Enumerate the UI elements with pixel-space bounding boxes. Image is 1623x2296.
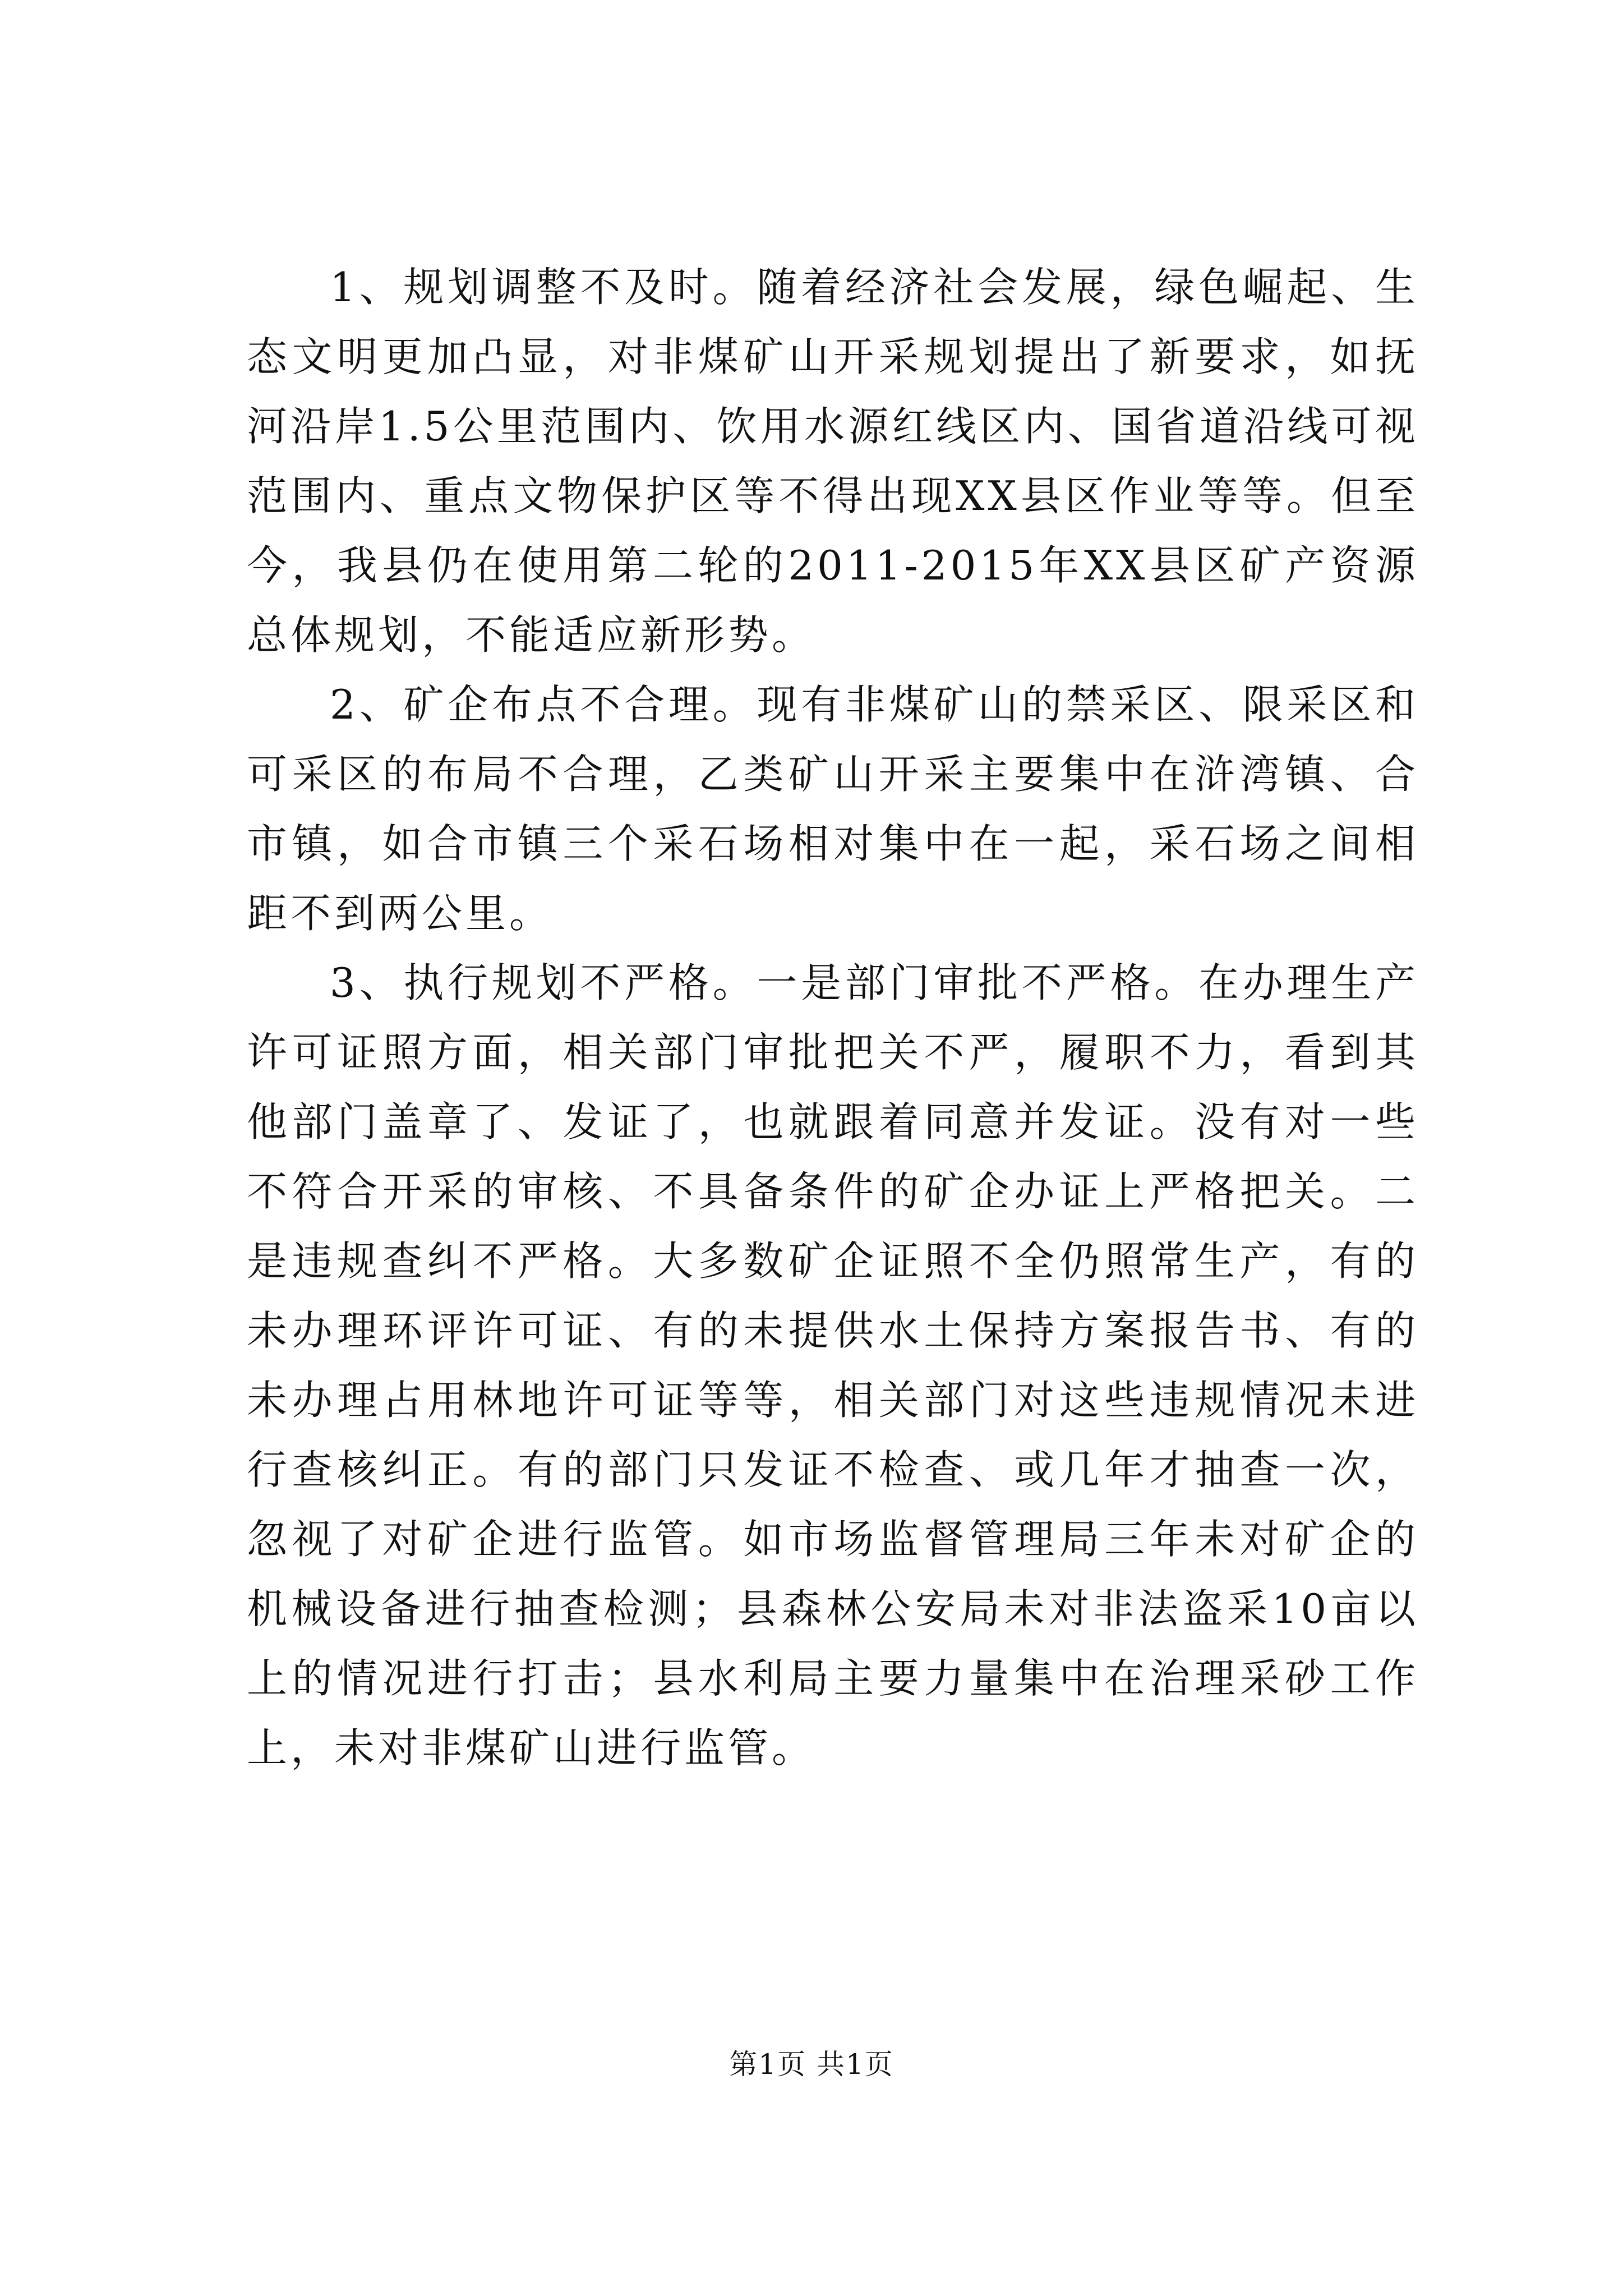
document-body [247,252,1419,1783]
paragraph-plan-enforcement: 3、执行规划不严格。一是部门审批不严格。在办理生产许可证照方面，相关部门审批把关不严，履职不力，看到其他部门盖章了、发证了，也就跟着同意并发证。没有对一些不符合开采的审核、不具备条件的矿企办证上严格把关。二是违规查纠不严格。大多数矿企证照不全仍照常生产，有的未办理环评许可证、有的未提供水土保持方案报告书、有的未办理占用林地许可证等等，相关部门对这些违规情况未进行查核纠正。有的部门只发证不检查、或几年才抽查一次，忽视了对矿企进行监管。如市场监督管理局三年未对矿企的机械设备进行抽查检测；县森林公安局未对非法盗采10亩以上的情况进行打击；县水利局主要力量集中在治理采砂工作上，未对非煤矿山进行监管。 [247,959,1419,1772]
paragraph-planning-adjustment: 1、规划调整不及时。随着经济社会发展，绿色崛起、生态文明更加凸显，对非煤矿山开采规划提出了新要求，如抚河沿岸1.5公里范围内、饮用水源红线区内、国省道沿线可视范围内、重点文物保护区等不得出现XX县区作业等等。但至今，我县仍在使用第二轮的2011-2015年XX县区矿产资源总体规划，不能适应新形势。 [247,264,1419,659]
paragraph-enterprise-layout: 2、矿企布点不合理。现有非煤矿山的禁采区、限采区和可采区的布局不合理，乙类矿山开采主要集中在浒湾镇、合市镇，如合市镇三个采石场相对集中在一起，采石场之间相距不到两公里。 [247,681,1419,937]
page-footer: 第1页 共1页 [729,2048,894,2081]
